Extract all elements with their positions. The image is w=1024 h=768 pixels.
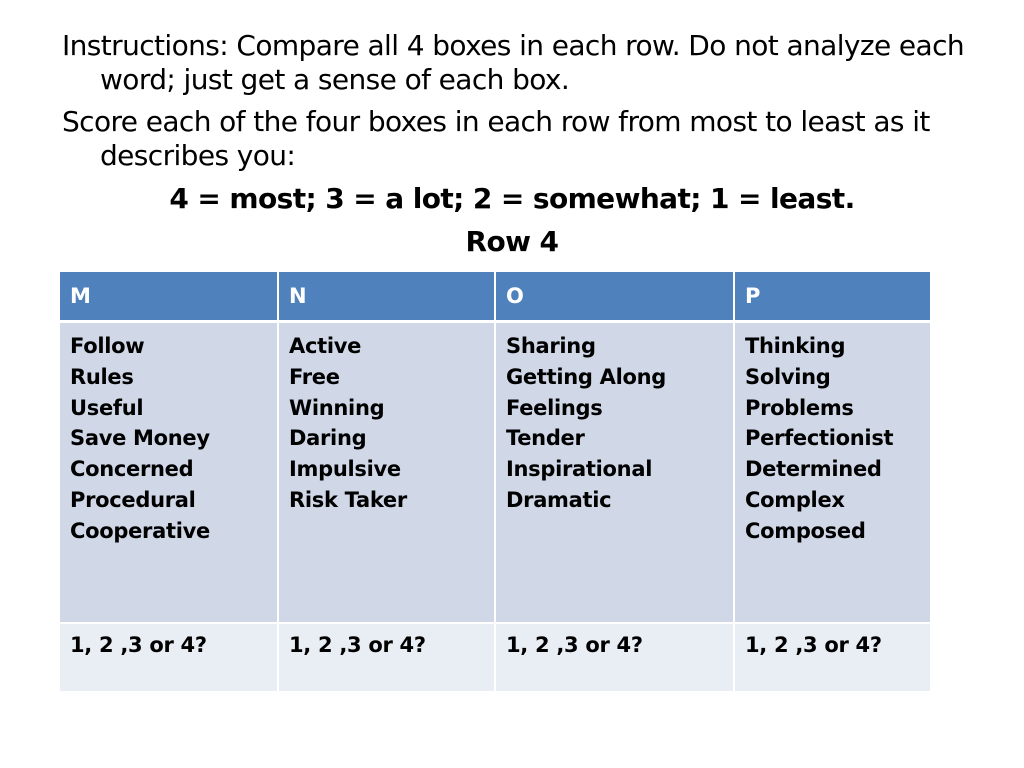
- word-item: Rules: [70, 364, 134, 389]
- word-item: Perfectionist: [745, 426, 894, 451]
- word-box-p: [734, 322, 930, 624]
- word-item: Active: [289, 334, 362, 358]
- word-item: Risk Taker: [289, 487, 407, 512]
- comparison-table: [60, 272, 930, 693]
- column-header-m: M: [60, 272, 278, 322]
- word-item: Getting Along: [506, 364, 667, 389]
- word-box-n: [278, 322, 495, 624]
- score-row: [60, 623, 930, 692]
- word-item: Thinking: [745, 334, 846, 358]
- scoring-scale: 4 = most; 3 = a lot; 2 = somewhat; 1 = least.: [169, 182, 855, 215]
- row-label: Row 4: [465, 225, 559, 258]
- score-prompt-p: 1, 2 ,3 or 4?: [734, 623, 930, 692]
- word-item: Complex: [745, 487, 845, 512]
- word-item: Dramatic: [506, 487, 612, 512]
- word-item: Cooperative: [70, 518, 210, 543]
- word-item: Free: [289, 364, 340, 389]
- word-item: Procedural: [70, 487, 196, 512]
- word-box-m: [60, 322, 278, 624]
- column-header-o: O: [495, 272, 734, 322]
- column-header-n: N: [278, 272, 495, 322]
- word-item: Inspirational: [506, 457, 653, 482]
- word-item: Problems: [745, 395, 854, 420]
- word-item: Solving: [745, 364, 831, 389]
- header-row: [60, 272, 930, 322]
- column-header-p: P: [734, 272, 930, 322]
- word-item: Save Money: [70, 426, 210, 451]
- score-prompt-m: 1, 2 ,3 or 4?: [60, 623, 278, 692]
- word-item: Tender: [506, 426, 585, 451]
- word-box-o: [495, 322, 734, 624]
- word-item: Impulsive: [289, 457, 401, 482]
- word-item: Winning: [289, 395, 385, 420]
- word-item: Concerned: [70, 457, 194, 482]
- instructions-text: Instructions: Compare all 4 boxes in each row. Do not analyze each word; just get a sense of each box.: [62, 29, 965, 96]
- score-prompt-n: 1, 2 ,3 or 4?: [278, 623, 495, 692]
- word-item: Composed: [745, 518, 866, 543]
- word-item: Useful: [70, 395, 144, 420]
- score-prompt-o: 1, 2 ,3 or 4?: [495, 623, 734, 692]
- word-item: Determined: [745, 457, 882, 482]
- word-item: Feelings: [506, 395, 603, 420]
- scoring-instructions-text: Score each of the four boxes in each row from most to least as it describes you:: [62, 105, 930, 172]
- word-item: Sharing: [506, 334, 596, 358]
- word-item: Daring: [289, 426, 367, 451]
- word-item: Follow: [70, 334, 145, 358]
- word-row: [60, 322, 930, 624]
